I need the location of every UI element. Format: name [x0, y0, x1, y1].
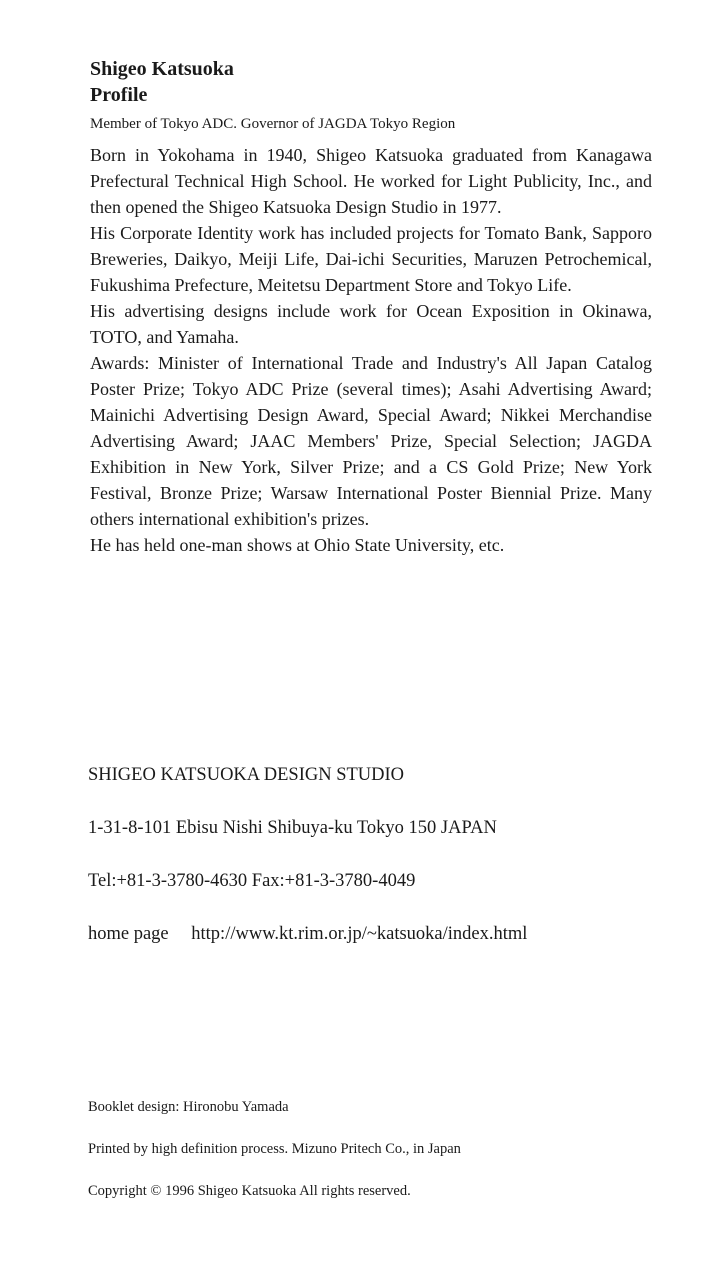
- bio-paragraph-corporate-identity: His Corporate Identity work has included projects for Tomato Bank, Sapporo Breweries, Daikyo, Meiji Life, Dai-ichi Securities, Maruzen Petrochemical, Fukushima Prefecture, Meitetsu Department Store and Tokyo Life.: [90, 223, 652, 295]
- studio-name: SHIGEO KATSUOKA DESIGN STUDIO: [88, 765, 405, 785]
- studio-contact: [88, 762, 688, 947]
- author-name: Shigeo Katsuoka: [90, 58, 234, 80]
- studio-phone-fax: Tel:+81-3-3780-4630 Fax:+81-3-3780-4049: [88, 871, 416, 891]
- bio-paragraph-education: Born in Yokohama in 1940, Shigeo Katsuoka graduated from Kanagawa Prefectural Technical High School. He worked for Light Publicity, Inc., and then opened the Shigeo Katsuoka Design Studio in 1977.: [90, 145, 652, 217]
- profile-section: [90, 56, 652, 558]
- membership-line: Member of Tokyo ADC. Governor of JAGDA Tokyo Region: [90, 116, 456, 132]
- biography: [90, 142, 652, 558]
- credits-section: [88, 1096, 688, 1202]
- bio-paragraph-awards: Awards: Minister of International Trade and Industry's All Japan Catalog Poster Prize; Tokyo ADC Prize (several times); Asahi Advertising Award; Mainichi Advertising Design Award, Special Award; Nikkei Merchandise Advertising Award; JAAC Members' Prize, Special Selection; JAGDA Exhibition in New York, Silver Prize; and a CS Gold Prize; New York Festival, Bronze Prize; Warsaw International Poster Biennial Prize. Many others international exhibition's prizes.: [90, 353, 652, 529]
- printing-credit: Printed by high definition process. Mizuno Pritech Co., in Japan: [88, 1141, 461, 1157]
- profile-heading: Profile: [90, 84, 148, 106]
- homepage-label: home page: [88, 924, 169, 944]
- bio-paragraph-exhibitions: He has held one-man shows at Ohio State University, etc.: [90, 535, 505, 555]
- homepage-url: http://www.kt.rim.or.jp/~katsuoka/index.html: [191, 924, 528, 944]
- studio-homepage: [88, 921, 688, 947]
- bio-paragraph-advertising: His advertising designs include work for Ocean Exposition in Okinawa, TOTO, and Yamaha.: [90, 301, 652, 347]
- copyright-notice: Copyright © 1996 Shigeo Katsuoka All rights reserved.: [88, 1183, 411, 1199]
- booklet-design-credit: Booklet design: Hironobu Yamada: [88, 1099, 289, 1115]
- studio-address: 1-31-8-101 Ebisu Nishi Shibuya-ku Tokyo 150 JAPAN: [88, 818, 497, 838]
